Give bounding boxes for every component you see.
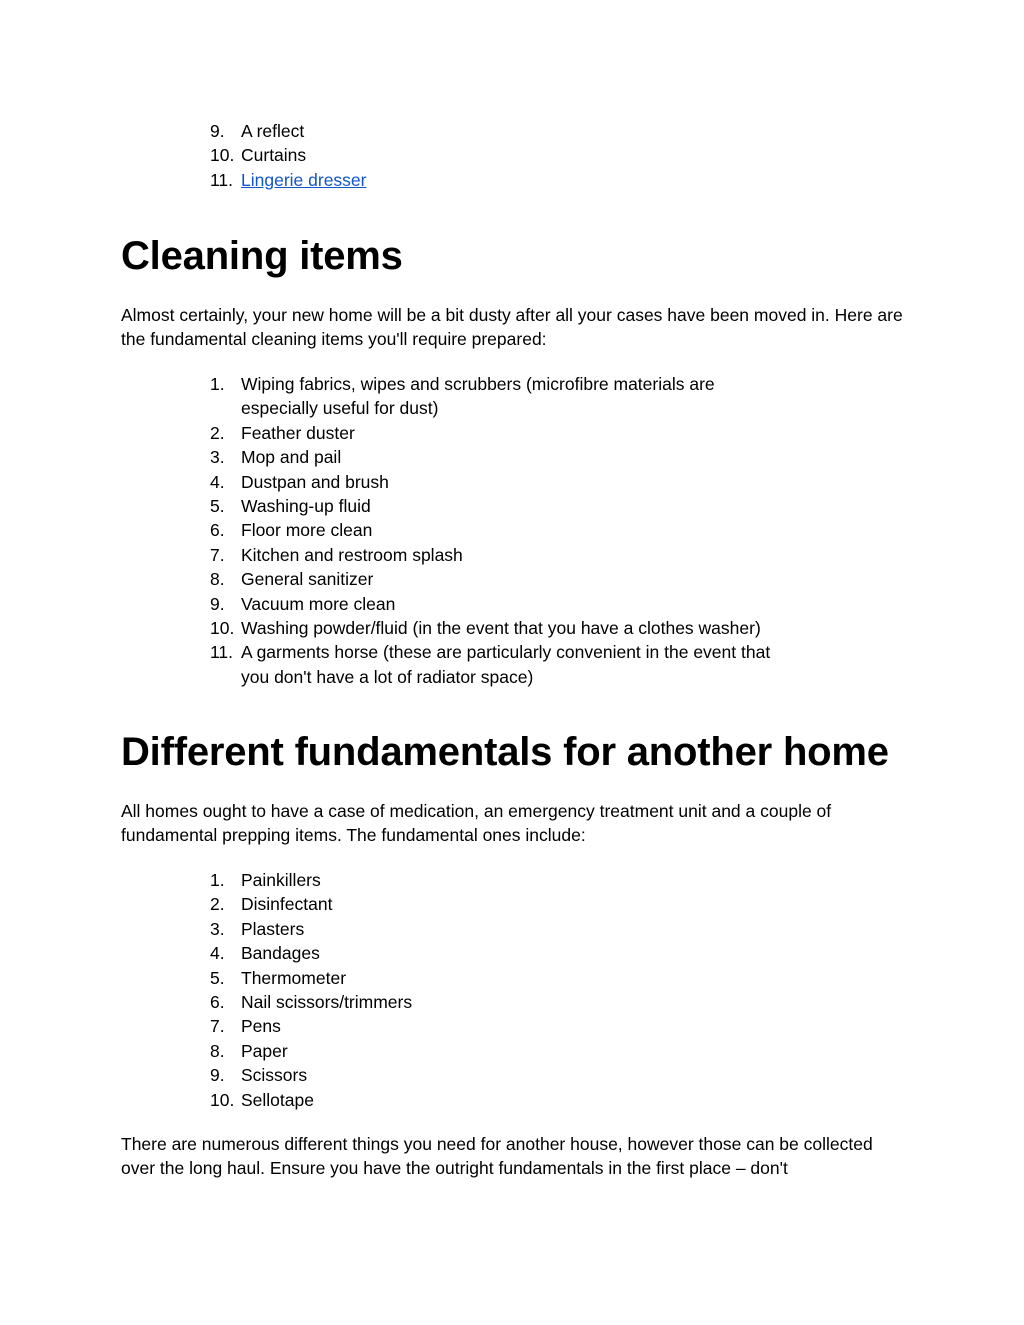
fundamentals-outro: There are numerous different things you need for another house, however those can be collected over the long haul. Ensure you have the outright fundamentals in the first place – don't bbox=[121, 1134, 873, 1179]
list-number: 9. bbox=[210, 121, 225, 141]
list-number: 6. bbox=[210, 992, 225, 1013]
list-item bbox=[121, 494, 781, 518]
list-text: Sellotape bbox=[241, 1089, 314, 1110]
list-number: 2. bbox=[210, 894, 225, 915]
list-item bbox=[121, 1063, 781, 1087]
list-item bbox=[121, 592, 781, 616]
fundamentals-heading: Different fundamentals for another home bbox=[121, 730, 889, 774]
top-list bbox=[121, 119, 911, 192]
list-number: 11. bbox=[210, 169, 234, 190]
list-item bbox=[121, 470, 781, 494]
list-text: Bandages bbox=[241, 943, 320, 964]
list-number: 10. bbox=[210, 1089, 235, 1110]
lingerie-dresser-link[interactable]: Lingerie dresser bbox=[241, 169, 367, 190]
list-item bbox=[121, 1014, 781, 1038]
list-text: Pens bbox=[241, 1016, 281, 1037]
list-text: Thermometer bbox=[241, 967, 347, 988]
list-item bbox=[121, 1088, 781, 1112]
top-list-section bbox=[121, 119, 911, 192]
list-number: 5. bbox=[210, 967, 225, 988]
list-text: Vacuum more clean bbox=[241, 593, 396, 614]
list-item bbox=[121, 543, 781, 567]
list-item bbox=[121, 421, 781, 445]
list-number: 1. bbox=[210, 374, 225, 394]
list-item bbox=[121, 917, 781, 941]
list-item bbox=[121, 941, 781, 965]
list-text: Paper bbox=[241, 1040, 288, 1061]
list-text: Washing powder/fluid (in the event that you have a clothes washer) bbox=[241, 618, 761, 639]
cleaning-heading: Cleaning items bbox=[121, 234, 403, 278]
list-item bbox=[121, 445, 781, 469]
cleaning-list bbox=[121, 372, 911, 689]
list-number: 8. bbox=[210, 1040, 225, 1061]
list-number: 6. bbox=[210, 520, 225, 541]
list-text: A garments horse (these are particularly convenient in the event that you don't have a lot of radiator space) bbox=[241, 642, 771, 687]
list-item bbox=[121, 518, 781, 542]
list-text: Feather duster bbox=[241, 422, 355, 443]
list-text: Scissors bbox=[241, 1065, 308, 1086]
list-text: General sanitizer bbox=[241, 569, 374, 590]
list-item bbox=[121, 966, 781, 990]
list-text: Kitchen and restroom splash bbox=[241, 544, 463, 565]
list-number: 7. bbox=[210, 1016, 225, 1037]
list-item bbox=[121, 143, 781, 167]
list-number: 3. bbox=[210, 918, 225, 939]
list-number: 8. bbox=[210, 569, 225, 590]
list-number: 10. bbox=[210, 145, 235, 166]
list-number: 10. bbox=[210, 618, 235, 639]
list-number: 11. bbox=[210, 642, 234, 663]
list-number: 7. bbox=[210, 544, 225, 565]
list-text: A reflect bbox=[241, 121, 305, 141]
list-number: 2. bbox=[210, 422, 225, 443]
list-text: Mop and pail bbox=[241, 447, 342, 468]
list-text: Disinfectant bbox=[241, 894, 333, 915]
list-text: Dustpan and brush bbox=[241, 471, 389, 492]
list-number: 3. bbox=[210, 447, 225, 468]
list-item bbox=[121, 892, 781, 916]
list-number: 9. bbox=[210, 1065, 225, 1086]
list-text: Curtains bbox=[241, 145, 307, 166]
list-number: 4. bbox=[210, 471, 225, 492]
list-item bbox=[121, 990, 781, 1014]
list-number: 9. bbox=[210, 593, 225, 614]
list-item bbox=[121, 372, 781, 421]
fundamentals-list-section bbox=[121, 868, 911, 1112]
fundamentals-list bbox=[121, 868, 911, 1112]
list-item bbox=[121, 168, 781, 192]
list-item bbox=[121, 119, 781, 143]
cleaning-intro: Almost certainly, your new home will be a bit dusty after all your cases have been moved in. Here are the fundamental cleaning items you'll require prepared: bbox=[121, 305, 903, 350]
list-text: Nail scissors/trimmers bbox=[241, 992, 413, 1013]
list-text: Washing-up fluid bbox=[241, 496, 371, 517]
list-text: Floor more clean bbox=[241, 520, 373, 541]
cleaning-list-section bbox=[121, 372, 911, 689]
list-number: 1. bbox=[210, 870, 225, 890]
list-text: Wiping fabrics, wipes and scrubbers (microfibre materials are especially useful for dust) bbox=[241, 374, 715, 419]
list-text: Plasters bbox=[241, 918, 305, 939]
list-item bbox=[121, 567, 781, 591]
list-item bbox=[121, 1039, 781, 1063]
list-number: 4. bbox=[210, 943, 225, 964]
list-number: 5. bbox=[210, 496, 225, 517]
list-item bbox=[121, 868, 781, 892]
fundamentals-intro: All homes ought to have a case of medication, an emergency treatment unit and a couple of fundamental prepping items. The fundamental ones include: bbox=[121, 801, 832, 846]
list-item bbox=[121, 616, 781, 640]
list-text: Painkillers bbox=[241, 870, 321, 890]
list-item bbox=[121, 640, 781, 689]
